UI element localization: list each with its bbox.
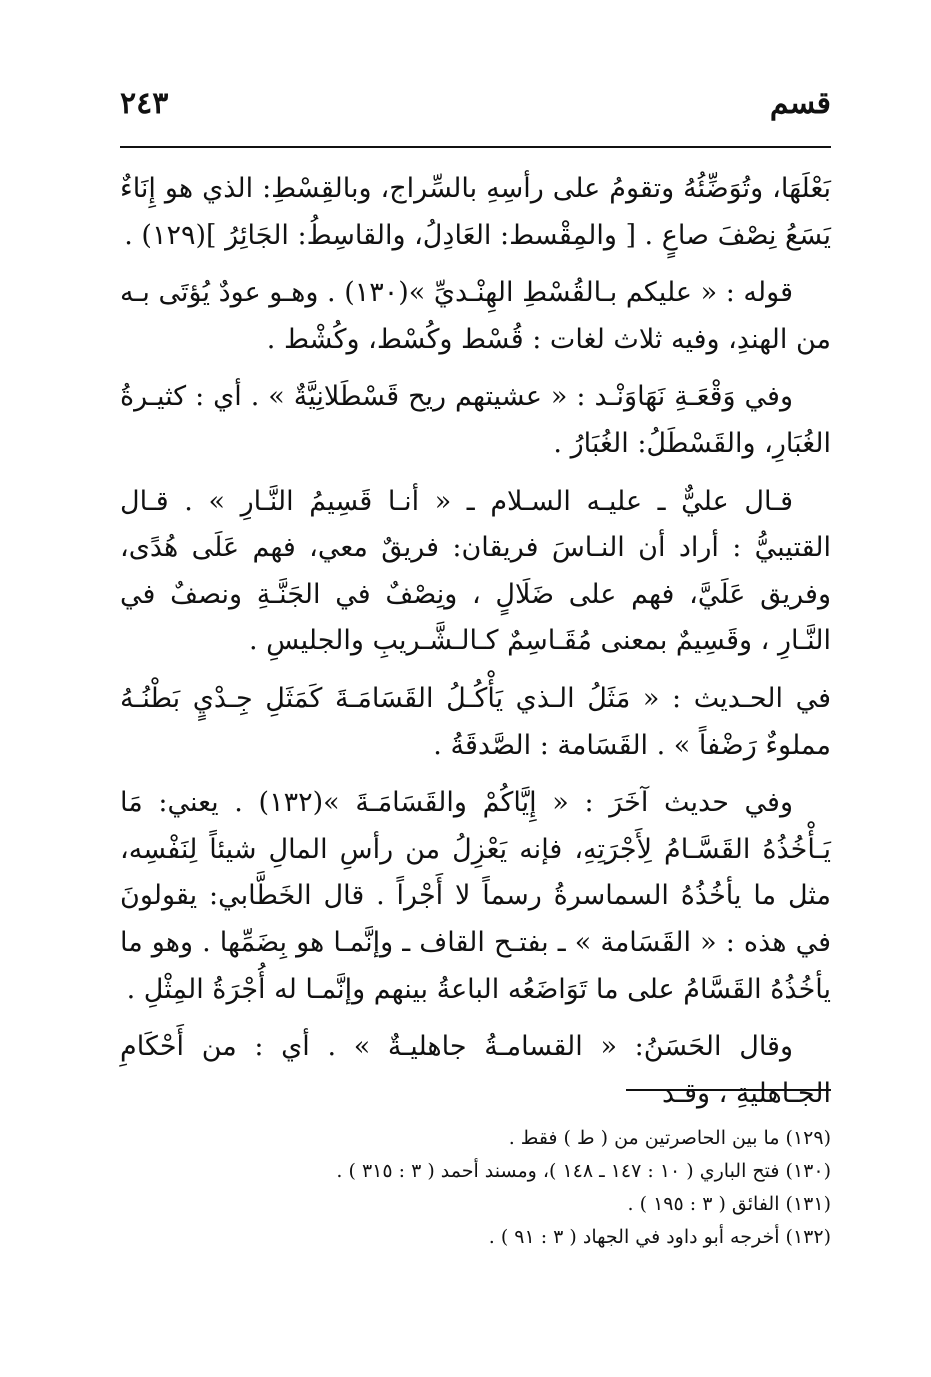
page-header [120,80,831,140]
footnote-divider [626,1089,831,1091]
footnotes [120,1122,831,1254]
footnote-130: (١٣٠) فتح الباري ( ١٠ : ١٤٧ ـ ١٤٨ )، ومسند أحمد ( ٣ : ٣١٥ ) . [336,1160,831,1182]
paragraph-6: وفي حديث آخَرَ : « إِيَّاكُمْ والقَسَامَـةَ »(١٣٢) . يعني: مَا يَـأْخُذُهُ القَسَّـامُ لِأَجْرَتِهِ، فإنه يَعْزِلُ من رأسِ المالِ شيئاً لِنَفْسِه، مثل ما يأخُذُهُ السماسرةُ رسماً لا أَجْراً . قال الخَطَّابي: يقولونَ في هذه : « القَسَامة » ـ بفتـح القاف ـ وإنَّمـا هو بِضَمِّها . وهو ما يأخُذُهُ القَسَّامُ على ما تَوَاضَعُه الباعةُ بينهم وإنَّمـا له أُجْرَةُ المِثْلِ . [120,787,831,1005]
paragraph-2: قوله : « عليكم بـالقُسْطِ الهِنْـديِّ »(١٣٠) . وهـو عودٌ يُؤتَى بـه من الهندِ، وفيه ثلاث لغات : قُسْط وكُسْط، وكُشْط . [120,277,831,355]
running-head-word: قسم [769,86,831,121]
footnote-131: (١٣١) الفائق ( ٣ : ١٩٥ ) . [627,1193,831,1215]
paragraph-1: بَعْلَهَا، وتُوَضِّئُهُ وتقومُ على رأسِهِ بالسِّراج، وبالقِسْطِ: الذي هو إِنَاءٌ يَسَعُ نِصْفَ صاعٍ . [ والمِقْسط: العَادِلُ، والقاسِطُ: الجَائِرُ ](١٢٩) . [120,173,831,251]
header-divider [120,146,831,148]
paragraph-3: وفي وَقْعَـةِ نَهَاوَنْـد : « عشيتهم ريح قَسْطَلانِيَّةٌ » . أي : كثيـرةُ الغُبَارِ، والقَسْطَلُ: الغُبَارُ . [120,381,831,459]
footnote-132: (١٣٢) أخرجه أبو داود في الجهاد ( ٣ : ٩١ ) . [488,1226,831,1248]
paragraph-5: في الحـديث : « مَثَلُ الـذي يَأْكُـلُ القَسَامَـةَ كَمَثَلِ جِـدْيٍ بَطْنُـهُ مملوءٌ رَضْفاً » . القَسَامة : الصَّدقَةُ . [120,682,831,761]
main-text [120,166,831,1128]
paragraph-4: قـال عليٌّ ـ عليـه السـلام ـ « أنـا قَسِيمُ النَّـارِ » . قـال القتيبيُّ : أراد أن النـاسَ فريقان: فريقٌ معي، فهم عَلَى هُدًى، وفريق عَلَيَّ، فهم على ضَلَالٍ ، ونِصْفٌ في الجَنَّـةِ ونصفٌ في النَّـارِ ، وقَسِيمٌ بمعنى مُقَـاسِمٌ كـالـشَّـريبِ والجليسِ . [120,485,831,657]
paragraph-7: وقال الحَسَنُ: « القسامـةُ جاهليـةٌ » . أي : من أَحْكَامِ الجـاهليةِ ، وقـد [120,1031,831,1109]
page-number: ٢٤٣ [120,86,169,121]
footnote-129: (١٢٩) ما بين الحاصرتين من ( ط ) فقط . [508,1127,831,1149]
